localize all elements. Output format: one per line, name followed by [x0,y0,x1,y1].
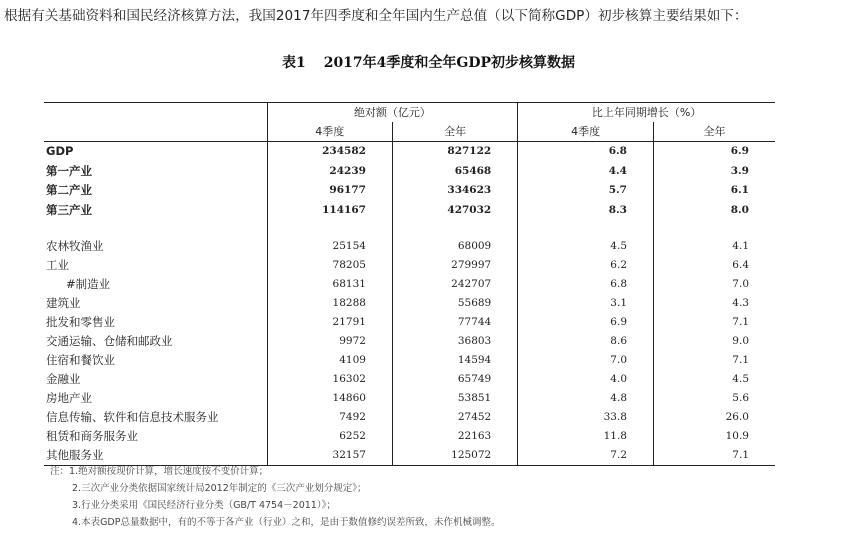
row-label: 住宿和餐饮业 [46,353,115,367]
table-row [44,162,775,182]
growth-q4: 8.3 [518,201,654,221]
growth-year: 8.0 [654,201,776,221]
value-q4: 18288 [267,294,392,313]
value-year: 827122 [392,142,517,162]
value-q4: 234582 [267,142,392,162]
header-year-growth: 全年 [654,122,776,142]
growth-year: 7.1 [654,446,776,466]
footnote-1: 注：1.绝对额按现价计算，增长速度按不变价计算； [50,466,269,477]
row-label: #制造业 [66,277,111,291]
growth-year: 5.6 [654,389,776,408]
value-year: 22163 [392,427,517,446]
header-row-groups [44,103,775,123]
growth-q4: 7.2 [518,446,654,466]
growth-year: 6.9 [654,142,776,162]
growth-year: 4.5 [654,370,776,389]
header-absolute: 绝对额（亿元） [267,103,518,123]
value-year: 334623 [392,181,517,201]
spacer-cell [267,220,392,237]
value-q4: 78205 [267,256,392,275]
value-q4: 4109 [267,351,392,370]
header-row-columns [44,122,775,142]
value-year: 27452 [392,408,517,427]
table-row [44,181,775,201]
value-q4: 16302 [267,370,392,389]
growth-year: 3.9 [654,162,776,182]
header-q4: 4季度 [267,122,392,142]
spacer-cell [44,220,267,237]
row-label: 工业 [46,258,69,272]
spacer-cell [518,220,654,237]
value-year: 36803 [392,332,517,351]
table-row [44,427,775,446]
row-label: 房地产业 [46,391,92,405]
value-q4: 21791 [267,313,392,332]
growth-year: 4.3 [654,294,776,313]
row-label: 租赁和商务服务业 [46,429,138,443]
growth-year: 7.1 [654,313,776,332]
table-row [44,351,775,370]
row-label: 交通运输、仓储和邮政业 [46,334,173,348]
value-year: 14594 [392,351,517,370]
table-row [44,313,775,332]
row-label: GDP [46,144,74,158]
row-label: 建筑业 [46,296,81,310]
value-year: 242707 [392,275,517,294]
row-label: 农林牧渔业 [46,239,104,253]
value-q4: 7492 [267,408,392,427]
growth-q4: 4.4 [518,162,654,182]
growth-year: 7.1 [654,351,776,370]
growth-year: 4.1 [654,237,776,256]
value-q4: 68131 [267,275,392,294]
growth-year: 6.1 [654,181,776,201]
value-q4: 32157 [267,446,392,466]
value-q4: 96177 [267,181,392,201]
growth-q4: 6.9 [518,313,654,332]
growth-q4: 8.6 [518,332,654,351]
growth-q4: 33.8 [518,408,654,427]
value-year: 55689 [392,294,517,313]
table-row [44,275,775,294]
value-year: 279997 [392,256,517,275]
header-q4-growth: 4季度 [518,122,654,142]
header-year: 全年 [392,122,517,142]
spacer-cell [654,220,776,237]
growth-q4: 5.7 [518,181,654,201]
table-row [44,237,775,256]
value-q4: 14860 [267,389,392,408]
value-year: 65749 [392,370,517,389]
growth-q4: 4.5 [518,237,654,256]
value-year: 77744 [392,313,517,332]
table-row [44,332,775,351]
table-body [44,142,775,466]
spacer-cell [392,220,517,237]
growth-q4: 6.8 [518,275,654,294]
spacer-row [44,220,775,237]
value-q4: 9972 [267,332,392,351]
value-year: 125072 [392,446,517,466]
footnote-4: 4.本表GDP总量数据中，有的不等于各产业（行业）之和，是由于数值修约误差所致，未作机械调整。 [72,517,501,528]
table-row [44,294,775,313]
table-title-text: 2017年4季度和全年GDP初步核算数据 [323,55,576,71]
growth-year: 26.0 [654,408,776,427]
value-q4: 6252 [267,427,392,446]
header-growth: 比上年同期增长（%） [518,103,775,123]
growth-q4: 11.8 [518,427,654,446]
table-row [44,408,775,427]
header-blank-2 [44,122,267,142]
gdp-table [44,102,775,466]
value-q4: 114167 [267,201,392,221]
growth-year: 6.4 [654,256,776,275]
growth-year: 7.0 [654,275,776,294]
growth-q4: 7.0 [518,351,654,370]
table-row [44,142,775,162]
header-blank [44,103,267,123]
value-q4: 25154 [267,237,392,256]
growth-year: 10.9 [654,427,776,446]
growth-q4: 4.0 [518,370,654,389]
table-row [44,370,775,389]
value-year: 53851 [392,389,517,408]
value-q4: 24239 [267,162,392,182]
table-title [0,52,857,72]
footnote-3: 3.行业分类采用《国民经济行业分类（GB/T 4754－2011）》； [72,500,336,511]
row-label: 批发和零售业 [46,315,115,329]
value-year: 68009 [392,237,517,256]
row-label: 第一产业 [46,163,92,178]
growth-q4: 6.2 [518,256,654,275]
growth-q4: 6.8 [518,142,654,162]
table-row [44,201,775,221]
row-label: 信息传输、软件和信息技术服务业 [46,410,219,424]
row-label: 其他服务业 [44,446,267,466]
table-number: 表1 [281,55,306,71]
footnotes [50,463,830,531]
growth-q4: 3.1 [518,294,654,313]
row-label: 第三产业 [46,202,92,217]
growth-q4: 4.8 [518,389,654,408]
value-year: 427032 [392,201,517,221]
value-year: 65468 [392,162,517,182]
table-row [44,389,775,408]
growth-year: 9.0 [654,332,776,351]
footnote-2: 2.三次产业分类依据国家统计局2012年制定的《三次产业划分规定》； [72,483,367,494]
intro-paragraph: 根据有关基础资料和国民经济核算方法，我国2017年四季度和全年国内生产总值（以下简称GDP）初步核算主要结果如下： [4,8,748,24]
row-label: 金融业 [46,372,81,386]
row-label: 第二产业 [46,183,92,197]
table-row [44,256,775,275]
